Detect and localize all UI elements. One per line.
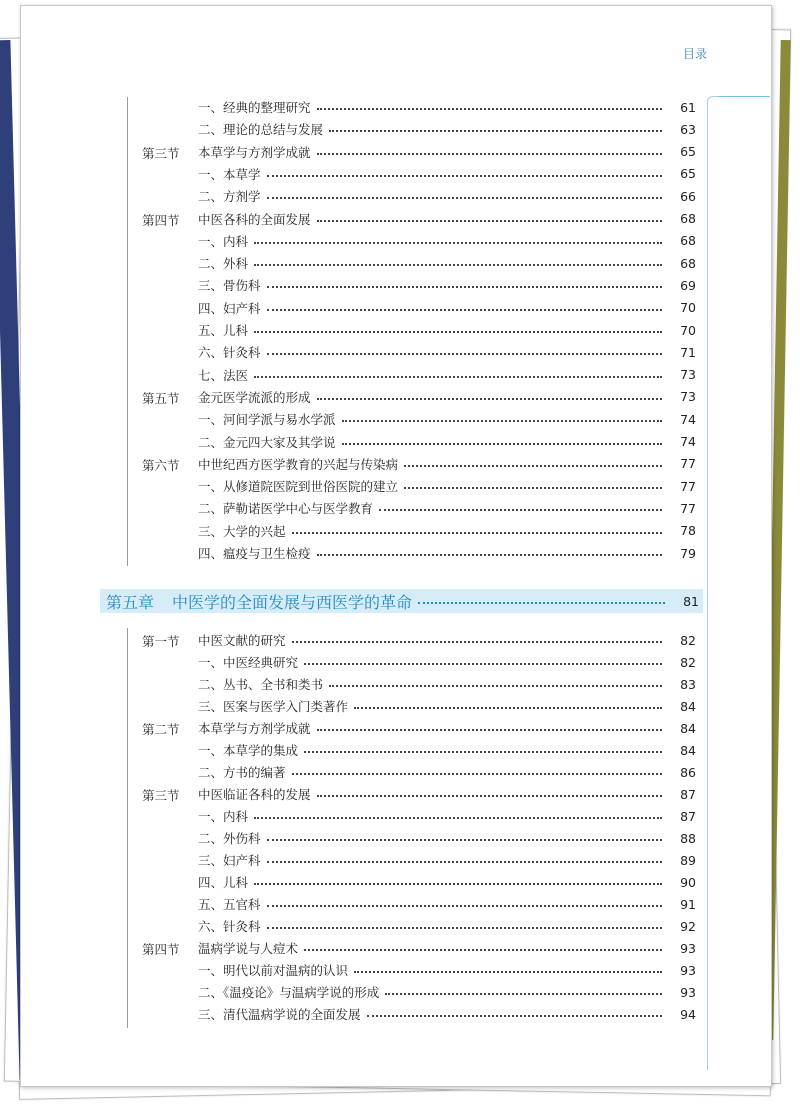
toc-entry-title: 六、针灸科 — [198, 919, 261, 934]
toc-entry[interactable] — [198, 783, 696, 805]
toc-entry[interactable] — [198, 497, 696, 519]
leader-dots — [267, 905, 662, 907]
toc-page-number: 70 — [680, 322, 696, 338]
leader-dots — [385, 993, 662, 995]
leader-dots — [292, 641, 662, 643]
leader-dots — [304, 663, 662, 665]
toc-page-number: 93 — [680, 984, 696, 1000]
running-header: 目录 — [683, 47, 708, 61]
toc-entry[interactable] — [198, 827, 696, 849]
leader-dots — [317, 153, 662, 155]
toc-page-number: 68 — [680, 233, 696, 249]
chapter-title: 中医学的全面发展与西医学的革命 — [172, 592, 413, 612]
toc-page-number: 74 — [680, 411, 696, 427]
toc-entry-title: 一、内科 — [198, 233, 249, 249]
toc-entry[interactable] — [198, 364, 696, 386]
toc-page-number: 74 — [680, 434, 696, 449]
leader-dots — [317, 729, 662, 731]
toc-entry-title: 一、中医经典研究 — [198, 655, 299, 670]
leader-dots — [317, 795, 662, 797]
toc-entry[interactable] — [198, 1003, 696, 1025]
toc-entry-title: 一、经典的整理研究 — [198, 100, 311, 115]
toc-page-number: 84 — [680, 698, 696, 714]
leader-dots — [254, 242, 662, 244]
toc-page-number: 84 — [680, 742, 696, 758]
leader-dots — [267, 286, 662, 288]
section-label: 第四节 — [142, 212, 180, 228]
toc-entry-title: 三、大学的兴起 — [198, 523, 286, 539]
toc-entry[interactable] — [198, 118, 696, 140]
leader-dots — [404, 465, 662, 467]
section-label: 第一节 — [142, 634, 180, 649]
toc-entry[interactable] — [198, 341, 696, 363]
toc-entry-title: 二、理论的总结与发展 — [198, 122, 324, 138]
toc-entry-title: 二、外科 — [198, 256, 249, 272]
leader-dots — [267, 175, 662, 177]
toc-entry[interactable] — [198, 959, 696, 981]
leader-dots — [254, 817, 662, 819]
toc-entry-title: 一、河间学派与易水学派 — [198, 412, 336, 428]
leader-dots — [292, 532, 662, 534]
toc-entry[interactable] — [198, 297, 696, 319]
toc-entry-title: 一、本草学的集成 — [198, 743, 299, 758]
toc-page-number: 71 — [680, 344, 696, 360]
toc-page-number: 83 — [680, 676, 696, 692]
toc-entry-title: 三、妇产科 — [198, 853, 261, 868]
toc-entry[interactable] — [198, 96, 696, 118]
toc-entry[interactable] — [198, 651, 696, 673]
toc-page-number: 79 — [680, 545, 696, 561]
toc-page-number: 94 — [680, 1006, 696, 1022]
left-bracket-bottom — [127, 628, 128, 1028]
toc-page-number: 87 — [680, 786, 696, 802]
toc-entry[interactable] — [198, 319, 696, 341]
leader-dots — [404, 487, 662, 489]
toc-entry-title: 三、骨伤科 — [198, 278, 261, 294]
toc-entry-title: 本草学与方剂学成就 — [198, 144, 311, 160]
leader-dots — [342, 420, 662, 422]
toc-page-number: 93 — [680, 940, 696, 956]
toc-entry[interactable] — [198, 981, 696, 1003]
toc-page-number: 90 — [680, 874, 696, 890]
toc-entry-title: 二、金元四大家及其学说 — [198, 434, 336, 450]
leader-dots — [317, 398, 662, 400]
toc-page-number: 91 — [680, 896, 696, 912]
toc-entry[interactable] — [198, 629, 696, 651]
leader-dots — [379, 509, 662, 511]
toc-entry-title: 一、内科 — [198, 809, 249, 824]
toc-entry[interactable] — [198, 386, 696, 408]
toc-entry-title: 七、法医 — [198, 367, 249, 383]
leader-dots — [267, 353, 662, 355]
leader-dots — [267, 197, 662, 199]
toc-page-number: 77 — [680, 456, 696, 472]
leader-dots — [254, 331, 662, 333]
toc-entry[interactable] — [198, 230, 696, 252]
leader-dots — [267, 309, 662, 311]
toc-page-number: 73 — [680, 389, 696, 405]
toc-entry-title: 金元医学流派的形成 — [198, 389, 311, 405]
toc-page-number: 77 — [680, 478, 696, 494]
toc-entry-title: 二、外伤科 — [198, 831, 261, 846]
toc-entry[interactable] — [198, 542, 696, 564]
toc-page-number: 89 — [680, 852, 696, 868]
toc-entry[interactable] — [198, 208, 696, 230]
toc-entry[interactable] — [198, 937, 696, 959]
section-label: 第五节 — [142, 390, 180, 406]
toc-entry-title: 温病学说与人痘术 — [198, 941, 299, 956]
toc-entry-title: 中医临证各科的发展 — [198, 787, 311, 802]
toc-entry-title: 一、从修道院医院到世俗医院的建立 — [198, 479, 399, 495]
toc-page-number: 82 — [680, 632, 696, 648]
left-bracket-top — [127, 97, 128, 566]
toc-entry[interactable] — [198, 408, 696, 430]
toc-entry[interactable] — [198, 717, 696, 739]
toc-entry[interactable] — [198, 761, 696, 783]
toc-entry-title: 本草学与方剂学成就 — [198, 721, 311, 736]
section-label: 第三节 — [142, 145, 180, 161]
toc-entry-title: 五、五官科 — [198, 897, 261, 912]
toc-page-number: 84 — [680, 720, 696, 736]
leader-dots — [304, 751, 662, 753]
leader-dots — [329, 130, 662, 132]
toc-entry-title: 二、丛书、全书和类书 — [198, 677, 324, 692]
toc-page-number: 68 — [680, 255, 696, 271]
leader-dots — [329, 685, 662, 687]
chapter-heading[interactable] — [100, 589, 703, 613]
toc-entry[interactable] — [198, 871, 696, 893]
leader-dots — [354, 971, 662, 973]
toc-entry[interactable] — [198, 185, 696, 207]
toc-page-number: 87 — [680, 808, 696, 824]
toc-entry-title: 中医各科的全面发展 — [198, 211, 311, 227]
toc-entry-title: 四、瘟疫与卫生检疫 — [198, 546, 311, 561]
leader-dots — [418, 602, 665, 604]
toc-entry[interactable] — [198, 431, 696, 453]
toc-page-number: 77 — [680, 500, 696, 516]
leader-dots — [267, 839, 662, 841]
section-label: 第三节 — [142, 788, 180, 803]
toc-entry[interactable] — [198, 915, 696, 937]
toc-entry-title: 五、儿科 — [198, 323, 249, 338]
section-label: 第四节 — [142, 942, 180, 957]
leader-dots — [317, 108, 662, 110]
toc-page-number: 93 — [680, 962, 696, 978]
leader-dots — [267, 927, 662, 929]
toc-page-number: 88 — [680, 830, 696, 846]
toc-entry-title: 四、妇产科 — [198, 300, 261, 316]
leader-dots — [292, 773, 662, 775]
toc-page-number: 82 — [680, 654, 696, 670]
toc-entry-title: 二、方书的编著 — [198, 765, 286, 780]
toc-entry[interactable] — [198, 849, 696, 871]
toc-entry[interactable] — [198, 520, 696, 542]
leader-dots — [342, 443, 662, 445]
toc-entry[interactable] — [198, 695, 696, 717]
toc-entry-title: 中医文献的研究 — [198, 633, 286, 648]
toc-page-number: 66 — [680, 188, 696, 204]
toc-entry[interactable] — [198, 893, 696, 915]
toc-entry[interactable] — [198, 141, 696, 163]
toc-entry-title: 三、医案与医学入门类著作 — [198, 699, 349, 714]
leader-dots — [254, 883, 662, 885]
margin-rule — [707, 100, 708, 1070]
toc-entry[interactable] — [198, 453, 696, 475]
toc-entry[interactable] — [198, 739, 696, 761]
chapter-page-number: 81 — [683, 593, 699, 609]
toc-entry-title: 二、《温疫论》与温病学说的形成 — [198, 985, 380, 1000]
toc-entry[interactable] — [198, 252, 696, 274]
leader-dots — [254, 376, 662, 378]
toc-entry[interactable] — [198, 673, 696, 695]
toc-entry[interactable] — [198, 475, 696, 497]
toc-page-number: 69 — [680, 277, 696, 293]
toc-entry-title: 二、萨勒诺医学中心与医学教育 — [198, 501, 374, 517]
leader-dots — [267, 861, 662, 863]
toc-entry-title: 三、清代温病学说的全面发展 — [198, 1007, 361, 1022]
toc-entry-title: 四、儿科 — [198, 875, 249, 890]
toc-page-number: 78 — [680, 523, 696, 539]
toc-entry-title: 二、方剂学 — [198, 189, 261, 205]
toc-entry-title: 六、针灸科 — [198, 345, 261, 361]
toc-page-number: 65 — [680, 144, 696, 160]
toc-entry-title: 一、明代以前对温病的认识 — [198, 963, 349, 978]
toc-page-number: 86 — [680, 764, 696, 780]
toc-entry[interactable] — [198, 163, 696, 185]
chapter-label: 第五章 — [106, 592, 155, 612]
leader-dots — [367, 1015, 662, 1017]
leader-dots — [304, 949, 662, 951]
toc-entry[interactable] — [198, 274, 696, 296]
toc-page-number: 73 — [680, 367, 696, 383]
toc-entry-title: 一、本草学 — [198, 166, 261, 182]
leader-dots — [354, 707, 662, 709]
header-rule — [716, 96, 770, 97]
toc-page-number: 61 — [680, 99, 696, 115]
section-label: 第二节 — [142, 722, 180, 737]
leader-dots — [254, 264, 662, 266]
toc-entry[interactable] — [198, 805, 696, 827]
toc-page-number: 65 — [680, 166, 696, 182]
toc-page-number: 63 — [680, 121, 696, 137]
section-label: 第六节 — [142, 457, 180, 473]
leader-dots — [317, 554, 662, 556]
leader-dots — [317, 220, 662, 222]
margin-rule-hook — [707, 96, 718, 103]
toc-page-number: 68 — [680, 211, 696, 226]
toc-entry-title: 中世纪西方医学教育的兴起与传染病 — [198, 456, 399, 472]
toc-page-number: 70 — [680, 300, 696, 316]
toc-page-number: 92 — [680, 918, 696, 934]
